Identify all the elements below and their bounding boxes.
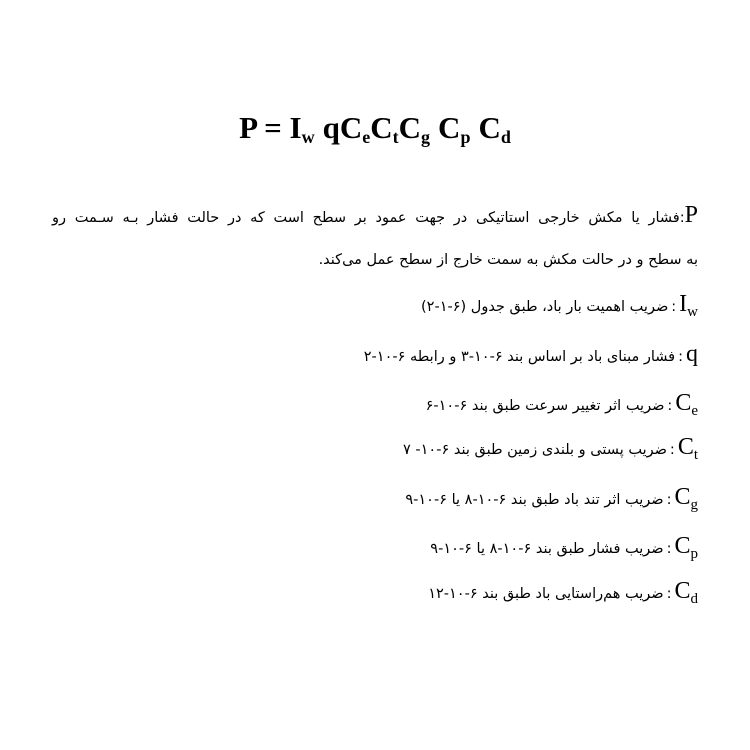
definition-p-line-2: به سطح و در حالت مکش به سمت خارج از سطح عمل می‌کند. [318,252,698,268]
formula-term-cd: $C_d$ [478,110,511,147]
definition-p-line-1: P:فشار یا مکش خارجی استاتیکی در جهت عمود بر سطح است که در حالت فشار بـه سـمت رو [52,202,698,228]
definition-q: q:فشار مبنای باد بر اساس بند ۶-۱۰-۳ و رابطه ۶-۱۰-۲ [363,341,698,367]
definition-symbol: $C_p$ [674,533,698,562]
definition-text: ضریب اثر تغییر سرعت طبق بند ۶-۱۰-۶ [425,398,665,414]
formula-term-iw: $I_w$ [289,110,315,147]
definition-text: ضریب اهمیت بار باد، طبق جدول (۶-۱-۲) [420,299,669,315]
formula-lhs: P [239,110,257,145]
definition-ct: $C_t:ضریب$ پستی و بلندی زمین طبق بند ۶-۱۰- ۷ [403,434,698,463]
definition-cd: $C_d:ضریب$ هم‌راستایی باد طبق بند ۶-۱۰-۱۲ [428,578,698,607]
formula-term-ct: $C_t$ [370,110,399,147]
formula-term-cg: $C_g$ [398,110,431,147]
definition-text: فشار مبنای باد بر اساس بند ۶-۱۰-۳ و رابطه ۶-۱۰-۲ [363,349,676,365]
formula-term-cp: $C_p$ [438,110,471,147]
definition-ce: $C_e:ضریب$ اثر تغییر سرعت طبق بند ۶-۱۰-۶ [425,390,698,419]
definition-symbol: $C_d$ [674,578,698,607]
definition-symbol: $C_t$ [677,434,698,463]
definition-text: ضریب اثر تند باد طبق بند ۶-۱۰-۸ یا ۶-۱۰-۹ [405,492,664,508]
definition-cg: $C_g:ضریب$ اثر تند باد طبق بند ۶-۱۰-۸ یا ۶-۱۰-۹ [405,484,698,513]
definition-symbol: $I_w$ [679,291,698,320]
definition-cp: $C_p:ضریب$ فشار طبق بند ۶-۱۰-۸ یا ۶-۱۰-۹ [430,533,698,562]
definition-text: ضریب پستی و بلندی زمین طبق بند ۶-۱۰- ۷ [403,442,667,458]
formula-term-q: q [322,110,340,145]
definition-symbol: P [684,202,698,228]
definition-p [52,201,698,274]
definition-symbol: $C_e$ [675,390,698,419]
definition-symbol: q [686,341,698,367]
definition-text: ضریب فشار طبق بند ۶-۱۰-۸ یا ۶-۱۰-۹ [430,541,664,557]
definition-text: ضریب هم‌راستایی باد طبق بند ۶-۱۰-۱۲ [428,586,664,602]
wind-pressure-formula [0,108,750,148]
formula-equals: = [264,110,282,145]
definition-iw: $I_w:ضریب$ اهمیت بار باد، طبق جدول (۶-۱-۲) [420,291,698,320]
formula-term-ce: $C_e$ [339,110,371,147]
definition-symbol: $C_g$ [674,484,698,513]
